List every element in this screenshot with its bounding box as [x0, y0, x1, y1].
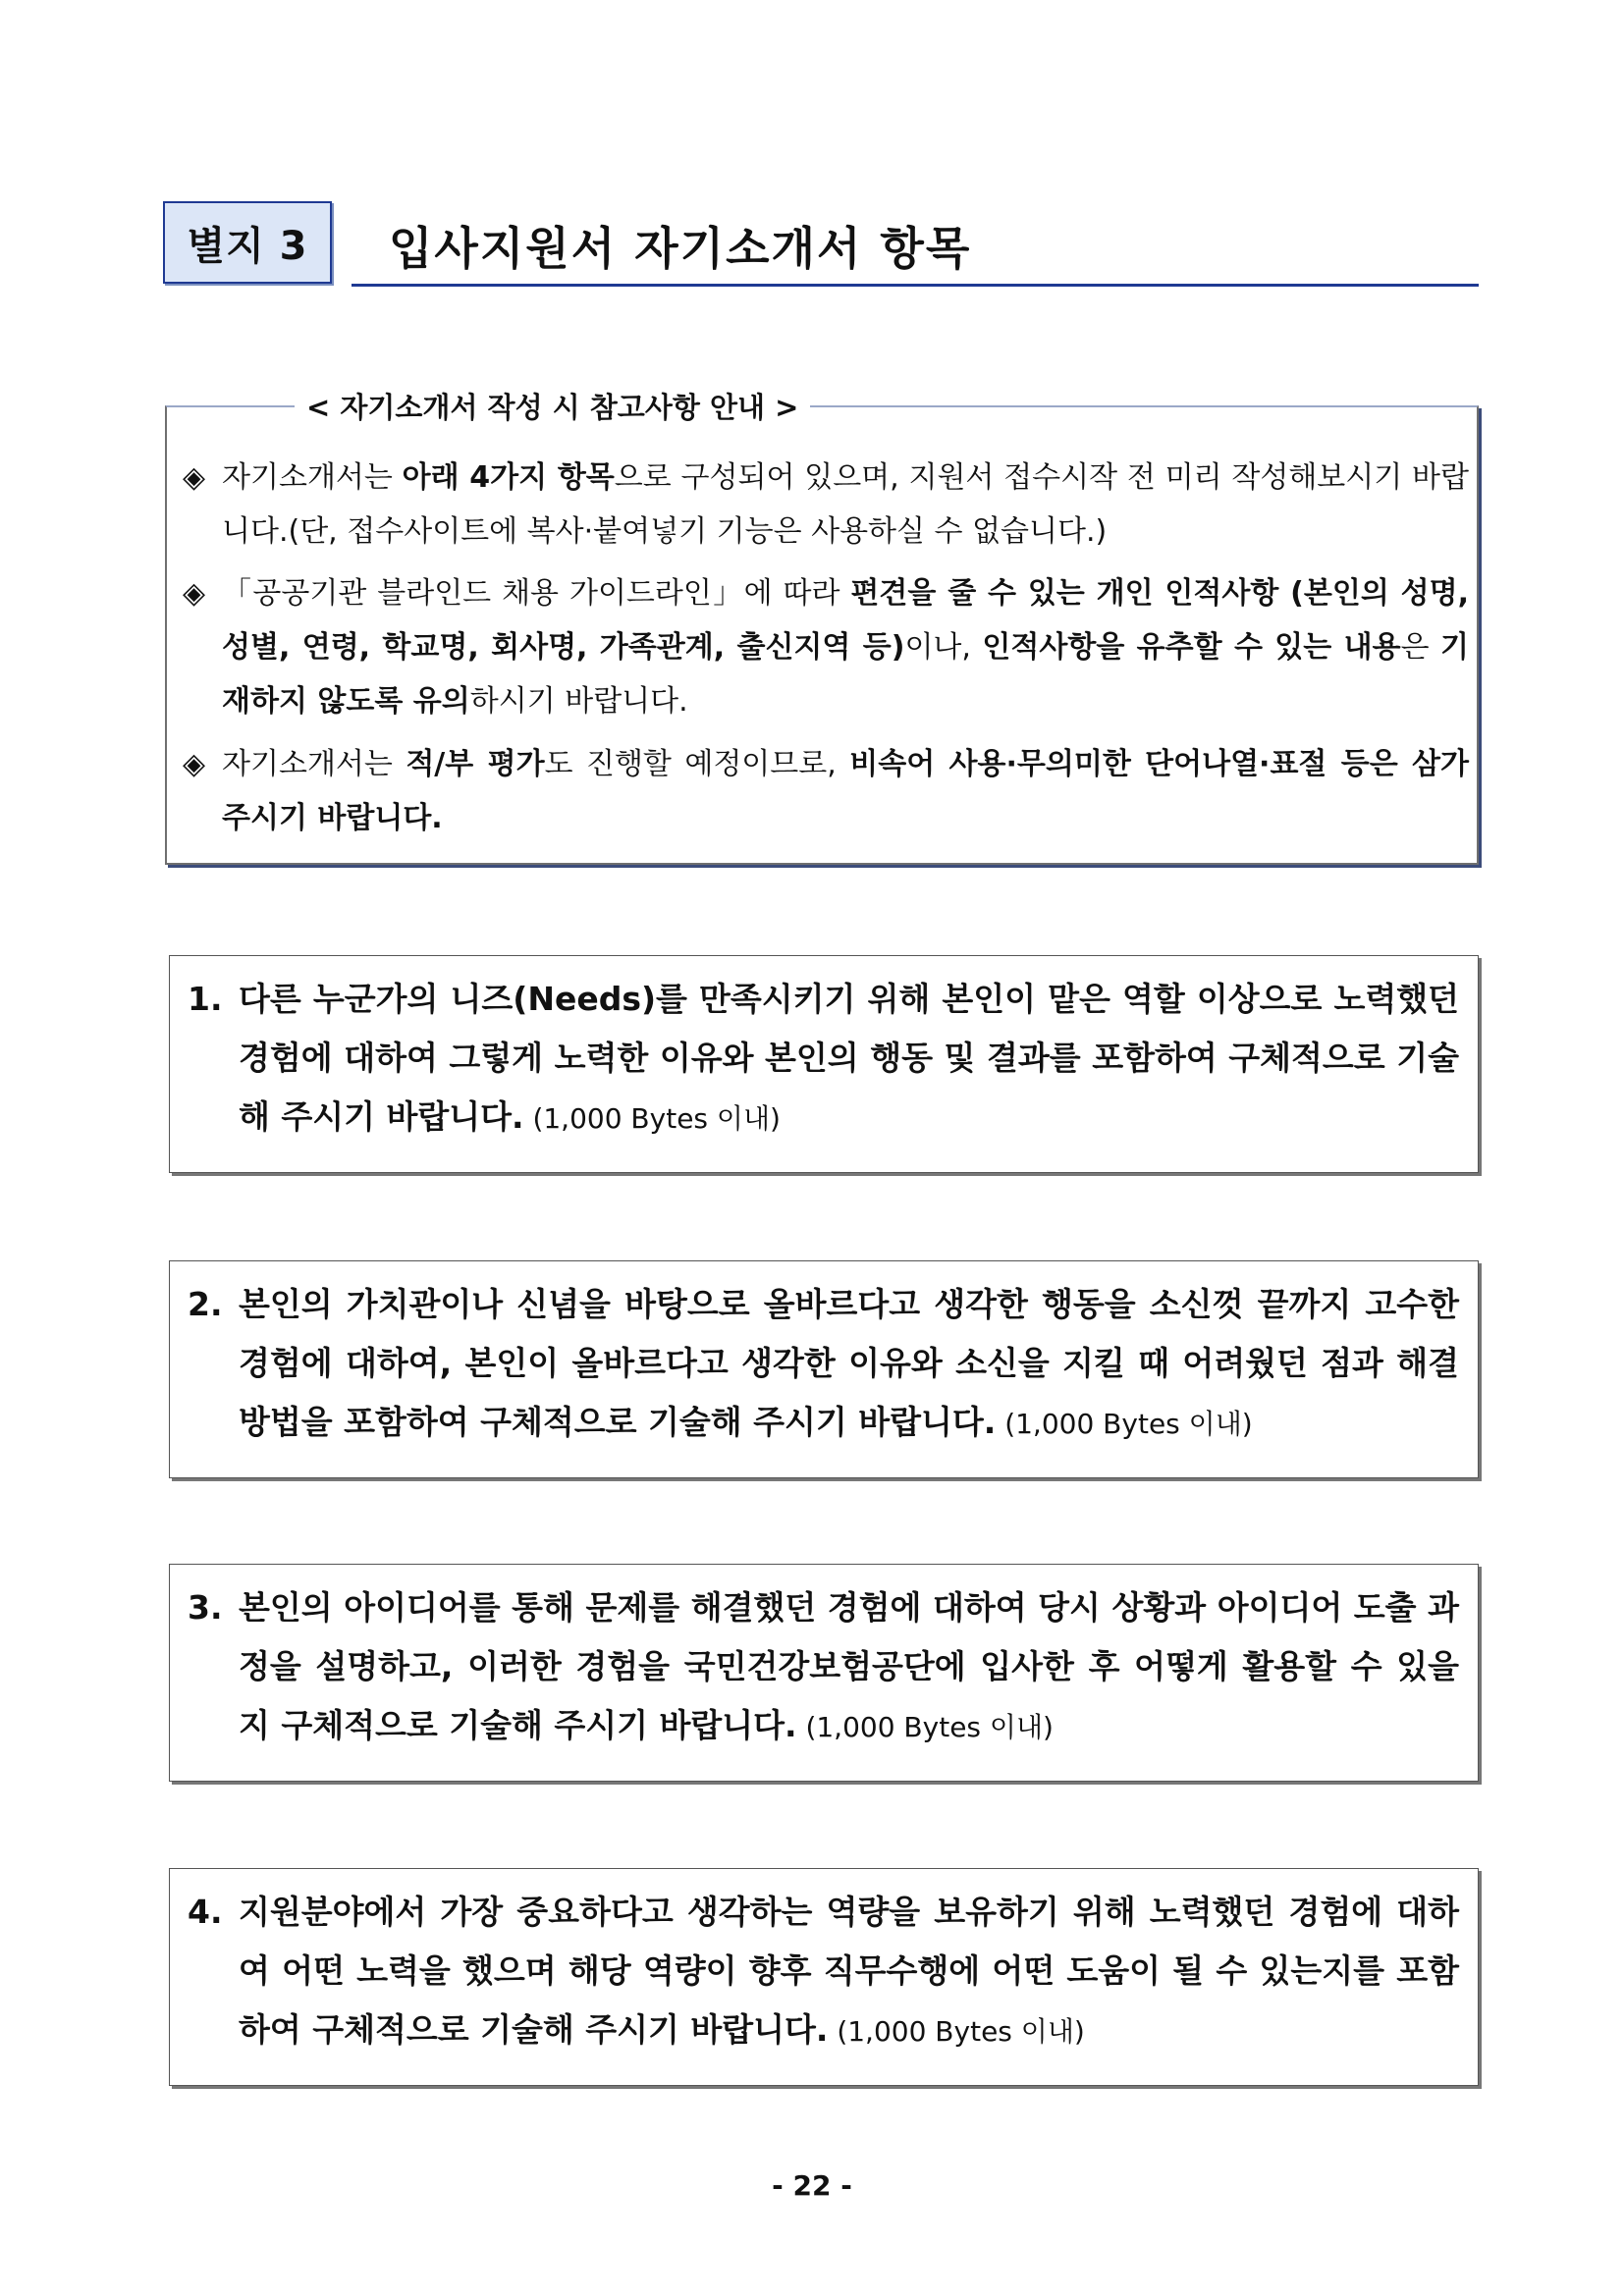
page-title: 입사지원서 자기소개서 항목: [389, 222, 972, 275]
question-text: 본인의 아이디어를 통해 문제를 해결했던 경험에 대하여 당시 상황과 아이디어 도출 과정을 설명하고, 이러한 경험을 국민건강보험공단에 입사한 후 어떻게 활용할 수 있을지 구체적으로 기술해 주시기 바랍니다. (1,000 Bytes 이내): [239, 1588, 1459, 1744]
notice-bullet: [183, 566, 1469, 728]
appendix-tag: 별지 3: [163, 201, 332, 284]
notice-bullet: [183, 737, 1469, 845]
notice-bullet: [183, 451, 1469, 559]
byte-limit: (1,000 Bytes 이내): [996, 1408, 1253, 1440]
question-text: 다른 누군가의 니즈(Needs)를 만족시키기 위해 본인이 맡은 역할 이상으로 노력했던 경험에 대하여 그렇게 노력한 이유와 본인의 행동 및 결과를 포함하여 구체적으로 기술해 주시기 바랍니다. (1,000 Bytes 이내): [239, 980, 1459, 1136]
byte-limit: (1,000 Bytes 이내): [828, 2015, 1085, 2048]
question-item: [188, 1275, 1459, 1454]
question-text: 본인의 가치관이나 신념을 바탕으로 올바르다고 생각한 행동을 소신껏 끝까지 고수한 경험에 대하여, 본인이 올바르다고 생각한 이유와 소신을 지킬 때 어려웠던 점과 해결 방법을 포함하여 구체적으로 기술해 주시기 바랍니다. (1,000 Bytes 이내): [239, 1285, 1459, 1441]
notice-legend: < 자기소개서 작성 시 참고사항 안내 >: [295, 386, 810, 426]
byte-limit: (1,000 Bytes 이내): [523, 1102, 781, 1135]
question-box-4: [169, 1868, 1479, 2086]
question-box-3: [169, 1564, 1479, 1782]
question-number: 2.: [188, 1285, 223, 1323]
notice-box: [165, 391, 1479, 865]
diamond-bullet-icon: ◈: [183, 576, 206, 611]
section-header: [163, 201, 1479, 290]
diamond-bullet-icon: ◈: [183, 747, 206, 781]
question-number: 1.: [188, 980, 223, 1018]
question-box-1: [169, 955, 1479, 1173]
page-number: - 22 -: [772, 2169, 852, 2202]
question-number: 3.: [188, 1588, 223, 1627]
notice-bullet-text: 자기소개서는 아래 4가지 항목으로 구성되어 있으며, 지원서 접수시작 전 미리 작성해보시기 바랍니다.(단, 접수사이트에 복사·붙여넣기 기능은 사용하실 수 없습니다.): [222, 460, 1469, 549]
question-number: 4.: [188, 1893, 223, 1931]
question-item: [188, 1578, 1459, 1757]
byte-limit: (1,000 Bytes 이내): [796, 1711, 1054, 1743]
question-box-2: [169, 1260, 1479, 1478]
title-underline: [352, 284, 1479, 287]
question-item: [188, 970, 1459, 1148]
notice-bullet-text: 자기소개서는 적/부 평가도 진행할 예정이므로, 비속어 사용·무의미한 단어나열·표절 등은 삼가 주시기 바랍니다.: [222, 747, 1470, 835]
notice-bullet-text: 「공공기관 블라인드 채용 가이드라인」에 따라 편견을 줄 수 있는 개인 인적사항 (본인의 성명, 성별, 연령, 학교명, 회사명, 가족관계, 출신지역 등)이나, 인적사항을 유추할 수 있는 내용은 기재하지 않도록 유의하시기 바랍니다.: [222, 576, 1469, 719]
diamond-bullet-icon: ◈: [183, 460, 206, 495]
question-item: [188, 1883, 1459, 2061]
question-text: 지원분야에서 가장 중요하다고 생각하는 역량을 보유하기 위해 노력했던 경험에 대하여 어떤 노력을 했으며 해당 역량이 향후 직무수행에 어떤 도움이 될 수 있는지를 포함하여 구체적으로 기술해 주시기 바랍니다. (1,000 Bytes 이내): [239, 1893, 1459, 2049]
